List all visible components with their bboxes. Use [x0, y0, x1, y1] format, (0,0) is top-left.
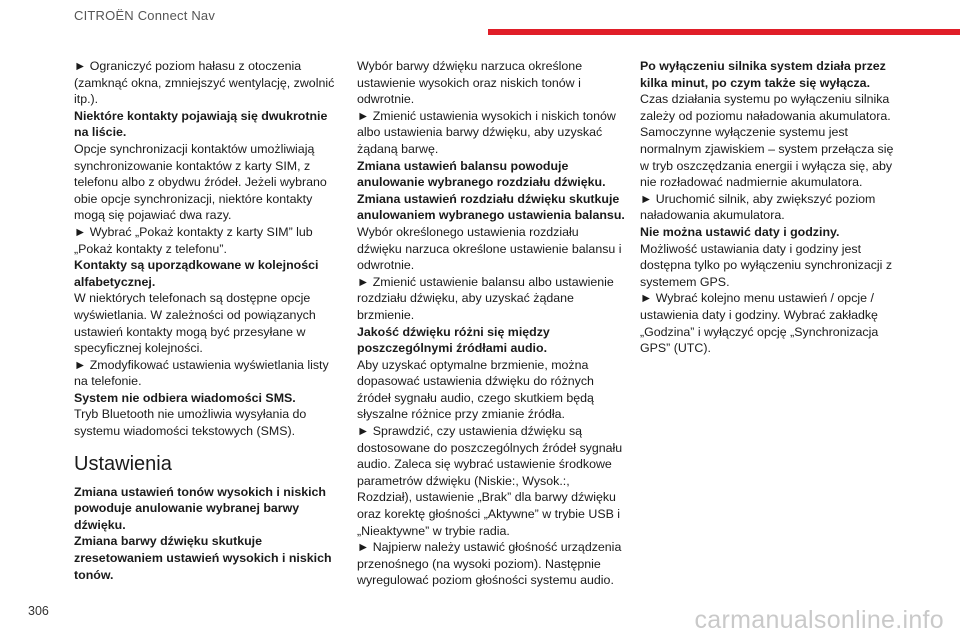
issue-heading: System nie odbiera wiadomości SMS.: [74, 390, 296, 405]
body-paragraph: Wybór określonego ustawienia rozdziału dźwięku narzuca określone ustawienie balansu i odwrotnie.: [357, 224, 622, 273]
body-paragraph: Samoczynne wyłączenie systemu jest normalnym zjawiskiem – system przełącza się w tryb oszczędzania energii i wyłącza się, aby nie rozładować nadmiernie akumulatora.: [640, 125, 894, 190]
issue-heading: Kontakty są uporządkowane w kolejności alfabetycznej.: [74, 258, 319, 289]
issue-heading: Nie można ustawić daty i godziny.: [640, 224, 840, 239]
body-paragraph: Możliwość ustawiania daty i godziny jest dostępna tylko po wyłączeniu synchronizacji z systemem GPS.: [640, 241, 893, 289]
header-accent-bar: [488, 29, 960, 35]
body-paragraph: Aby uzyskać optymalne brzmienie, można dopasować ustawienia dźwięku do różnych źródeł sygnału audio, czego skutkiem będą słyszalne różnice przy zmianie źródła.: [357, 357, 594, 422]
body-paragraph: ► Sprawdzić, czy ustawienia dźwięku są dostosowane do poszczególnych źródeł sygnału audio. Zaleca się wybrać ustawienie środkowe parametrów dźwięku (Niskie:, Wysok.:, Rozdział), ustawienie „Brak” dla barwy dźwięku oraz korektę głośności „Aktywne” w trybie USB i „Nieaktywne” w trybie radia.: [357, 424, 623, 538]
body-paragraph: ► Wybrać kolejno menu ustawień / opcje / ustawienia daty i godziny. Wybrać zakładkę „Godzina” i wyłączyć opcję „Synchronizacja GPS” (UTC).: [640, 291, 879, 356]
body-paragraph: W niektórych telefonach są dostępne opcje wyświetlania. W zależności od powiązanych ustawień kontakty mogą być przesyłane w specyficznej kolejności.: [74, 291, 316, 356]
body-paragraph: Opcje synchronizacji kontaktów umożliwiają synchronizowanie kontaktów z karty SIM, z telefonu albo z obydwu źródeł. Jeżeli wybrano obie opcje synchronizacji, niektóre kontakty mogą się pojawiać dwa razy.: [74, 141, 327, 223]
section-heading: Ustawienia: [74, 452, 172, 475]
issue-heading: Jakość dźwięku różni się między poszczególnymi źródłami audio.: [357, 324, 550, 356]
body-paragraph: ► Uruchomić silnik, aby zwiększyć poziom naładowania akumulatora.: [640, 191, 876, 223]
text-column-1: [74, 58, 336, 583]
issue-heading: Niektóre kontakty pojawiają się dwukrotnie na liście.: [74, 108, 328, 140]
body-paragraph: ► Zmienić ustawienia wysokich i niskich tonów albo ustawienia barwy dźwięku, aby uzyskać żądaną barwę.: [357, 108, 616, 156]
body-paragraph: ► Zmienić ustawienie balansu albo ustawienie rozdziału dźwięku, aby uzyskać żądane brzmienie.: [357, 274, 614, 322]
body-paragraph: ► Wybrać „Pokaż kontakty z karty SIM” lub „Pokaż kontakty z telefonu”.: [74, 224, 313, 256]
watermark: carmanualsonline.info: [694, 606, 944, 634]
body-paragraph: Czas działania systemu po wyłączeniu silnika zależy od poziomu naładowania akumulatora.: [640, 92, 891, 123]
issue-heading: Po wyłączeniu silnika system działa przez kilka minut, po czym także się wyłącza.: [640, 59, 886, 90]
issue-heading: Zmiana ustawień balansu powoduje anulowanie wybranego rozdziału dźwięku.: [357, 158, 606, 190]
body-paragraph: ► Najpierw należy ustawić głośność urządzenia przenośnego (na wysoki poziom). Następnie wyregulować poziom głośności systemu audio.: [357, 540, 622, 588]
body-paragraph: ► Zmodyfikować ustawienia wyświetlania listy na telefonie.: [74, 357, 329, 389]
issue-heading: Zmiana barwy dźwięku skutkuje zresetowaniem ustawień wysokich i niskich tonów.: [74, 534, 332, 582]
body-paragraph: Wybór barwy dźwięku narzuca określone ustawienie wysokich oraz niskich tonów i odwrotnie.: [357, 59, 583, 107]
page-number: 306: [28, 604, 49, 618]
text-column-2: [357, 58, 625, 589]
issue-heading: Zmiana ustawień tonów wysokich i niskich powoduje anulowanie wybranej barwy dźwięku.: [74, 484, 326, 532]
issue-heading: Zmiana ustawień rozdziału dźwięku skutkuje anulowaniem wybranego ustawienia balansu.: [357, 191, 625, 223]
body-paragraph: Tryb Bluetooth nie umożliwia wysyłania do systemu wiadomości tekstowych (SMS).: [74, 407, 307, 439]
text-column-3: [640, 58, 902, 357]
header-title: CITROËN Connect Nav: [74, 8, 216, 23]
body-paragraph: ► Ograniczyć poziom hałasu z otoczenia (zamknąć okna, zmniejszyć wentylację, zwolnić itp.).: [74, 59, 335, 107]
